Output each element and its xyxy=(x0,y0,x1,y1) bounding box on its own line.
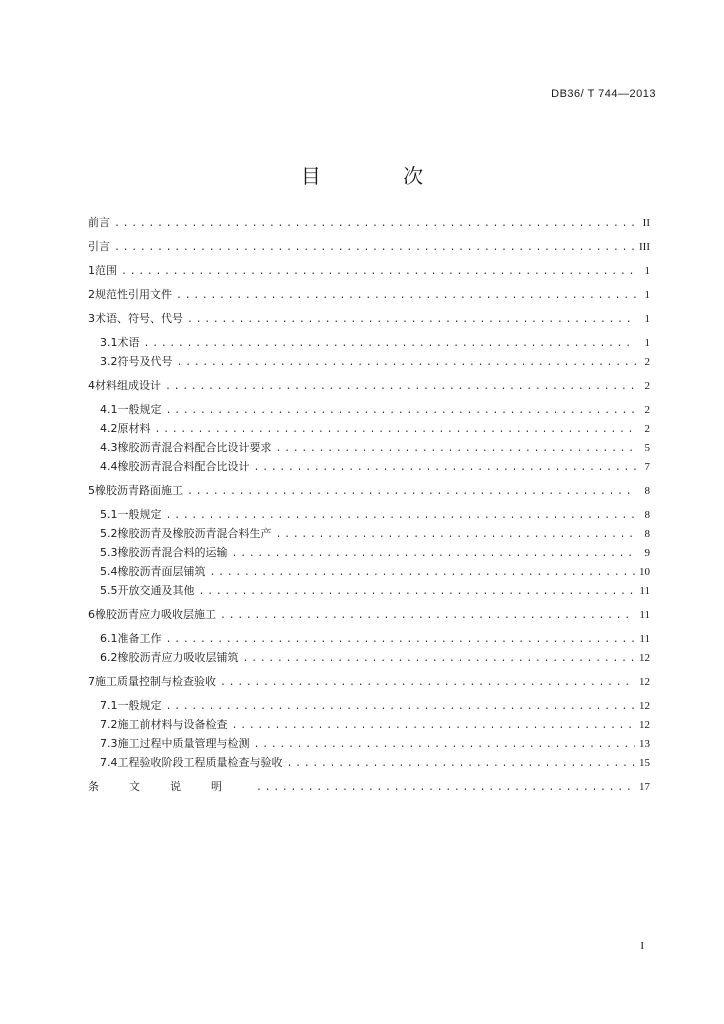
toc-entry-7[interactable] xyxy=(88,672,650,691)
toc-page: 8 xyxy=(644,509,650,521)
toc-entry-5-5[interactable] xyxy=(88,581,650,600)
toc-label: 范围 xyxy=(95,264,117,277)
toc-leader xyxy=(187,483,636,502)
toc-page: 12 xyxy=(639,719,650,731)
toc-page: 8 xyxy=(644,485,650,497)
toc-label: 材料组成设计 xyxy=(95,379,161,392)
toc-number: 3 xyxy=(88,312,95,325)
toc-leader xyxy=(166,402,637,421)
toc-page: 5 xyxy=(644,442,650,454)
toc-leader xyxy=(254,459,637,478)
toc-entry-2[interactable] xyxy=(88,285,650,304)
toc-page: 11 xyxy=(639,609,650,621)
toc-entry-explanation[interactable] xyxy=(88,777,650,796)
toc-number: 7.1 xyxy=(100,699,118,712)
toc-number: 5.5 xyxy=(100,584,118,597)
toc-number: 7.2 xyxy=(100,718,118,731)
toc-page: III xyxy=(639,241,650,253)
toc-number: 4.3 xyxy=(100,441,118,454)
toc-entry-7-2[interactable] xyxy=(88,715,650,734)
toc-page: 1 xyxy=(644,289,650,301)
toc-page: 12 xyxy=(639,676,650,688)
toc-number: 4.1 xyxy=(100,403,118,416)
toc-entry-5-2[interactable] xyxy=(88,524,650,543)
toc-entry-introduction[interactable] xyxy=(88,237,650,256)
toc-leader xyxy=(232,717,636,736)
toc-leader xyxy=(166,698,636,717)
toc-entry-3[interactable] xyxy=(88,309,650,328)
toc-leader xyxy=(287,755,636,774)
toc-label: 橡胶沥青混合料的运输 xyxy=(117,546,228,559)
page-title: 目 次 xyxy=(300,164,462,188)
toc-page: 17 xyxy=(639,781,650,793)
toc-page: 11 xyxy=(639,633,650,645)
toc-page: 8 xyxy=(644,528,650,540)
toc-label: 一般规定 xyxy=(117,403,162,416)
toc-leader xyxy=(144,335,637,354)
toc-label: 引言 xyxy=(88,240,110,253)
toc-label: 一般规定 xyxy=(117,699,162,712)
page-number: I xyxy=(640,940,644,952)
toc-label: 橡胶沥青应力吸收层铺筑 xyxy=(117,651,239,664)
toc-label: 橡胶沥青面层铺筑 xyxy=(117,565,206,578)
table-of-contents xyxy=(88,213,650,796)
toc-label: 前言 xyxy=(88,216,110,229)
toc-page: 13 xyxy=(639,738,650,750)
toc-label: 术语、符号、代号 xyxy=(95,312,183,325)
toc-leader xyxy=(210,564,636,583)
toc-label: 橡胶沥青应力吸收层施工 xyxy=(95,608,216,621)
toc-leader xyxy=(176,287,636,306)
toc-label: 施工质量控制与检查验收 xyxy=(95,675,216,688)
toc-number: 5.3 xyxy=(100,546,118,559)
toc-page: 1 xyxy=(644,337,650,349)
toc-leader xyxy=(243,650,636,669)
toc-entry-5-4[interactable] xyxy=(88,562,650,581)
toc-label: 橡胶沥青混合料配合比设计要求 xyxy=(117,441,272,454)
toc-leader xyxy=(276,440,637,459)
toc-number: 7.4 xyxy=(100,756,118,769)
toc-label: 准备工作 xyxy=(117,632,162,645)
toc-entry-5[interactable] xyxy=(88,481,650,500)
toc-label: 施工过程中质量管理与检测 xyxy=(117,737,250,750)
toc-entry-6[interactable] xyxy=(88,605,650,624)
toc-page: 2 xyxy=(644,356,650,368)
toc-label: 条文说明 xyxy=(88,780,252,793)
toc-number: 4.2 xyxy=(100,422,118,435)
toc-leader xyxy=(114,215,636,234)
toc-entry-4-3[interactable] xyxy=(88,438,650,457)
toc-number: 6 xyxy=(88,608,95,621)
toc-entry-4-2[interactable] xyxy=(88,419,650,438)
toc-leader xyxy=(121,263,636,282)
toc-label: 术语 xyxy=(117,336,140,349)
toc-page: 11 xyxy=(639,585,650,597)
standard-number: DB36/ T 744—2013 xyxy=(551,88,656,100)
toc-entry-4-4[interactable] xyxy=(88,457,650,476)
toc-number: 3.1 xyxy=(100,336,118,349)
toc-leader xyxy=(220,607,635,626)
toc-entry-6-2[interactable] xyxy=(88,648,650,667)
toc-entry-7-1[interactable] xyxy=(88,696,650,715)
toc-entry-5-3[interactable] xyxy=(88,543,650,562)
toc-page: 2 xyxy=(644,404,650,416)
toc-label: 工程验收阶段工程质量检查与验收 xyxy=(117,756,283,769)
toc-entry-3-2[interactable] xyxy=(88,352,650,371)
toc-page: 9 xyxy=(644,547,650,559)
toc-page: 2 xyxy=(644,423,650,435)
toc-page: 12 xyxy=(639,700,650,712)
toc-page: 12 xyxy=(639,652,650,664)
toc-label: 橡胶沥青混合料配合比设计 xyxy=(117,460,250,473)
toc-leader xyxy=(256,779,635,798)
toc-entry-1[interactable] xyxy=(88,261,650,280)
toc-number: 1 xyxy=(88,264,95,277)
toc-page: 1 xyxy=(644,265,650,277)
toc-leader xyxy=(276,526,637,545)
toc-leader xyxy=(199,583,636,602)
toc-page: 1 xyxy=(644,313,650,325)
toc-label: 施工前材料与设备检查 xyxy=(117,718,228,731)
toc-label: 橡胶沥青及橡胶沥青混合料生产 xyxy=(117,527,272,540)
toc-number: 6.1 xyxy=(100,632,118,645)
toc-number: 2 xyxy=(88,288,95,301)
toc-number: 6.2 xyxy=(100,651,118,664)
toc-number: 5.2 xyxy=(100,527,118,540)
toc-number: 5 xyxy=(88,484,95,497)
toc-leader xyxy=(254,736,636,755)
toc-leader xyxy=(187,311,636,330)
toc-entry-3-1[interactable] xyxy=(88,333,650,352)
toc-leader xyxy=(220,674,635,693)
toc-entry-4[interactable] xyxy=(88,376,650,395)
toc-number: 4.4 xyxy=(100,460,118,473)
toc-label: 原材料 xyxy=(117,422,151,435)
toc-leader xyxy=(232,545,637,564)
toc-entry-foreword[interactable] xyxy=(88,213,650,232)
toc-entry-4-1[interactable] xyxy=(88,400,650,419)
toc-page: II xyxy=(642,217,650,229)
toc-entry-5-1[interactable] xyxy=(88,505,650,524)
toc-label: 橡胶沥青路面施工 xyxy=(95,484,183,497)
toc-number: 5.1 xyxy=(100,508,118,521)
toc-leader xyxy=(165,378,636,397)
toc-page: 7 xyxy=(644,461,650,473)
toc-label: 符号及代号 xyxy=(117,355,173,368)
toc-label: 规范性引用文件 xyxy=(95,288,172,301)
toc-entry-7-3[interactable] xyxy=(88,734,650,753)
toc-page: 2 xyxy=(644,380,650,392)
toc-entry-7-4[interactable] xyxy=(88,753,650,772)
toc-leader xyxy=(177,354,637,373)
toc-number: 4 xyxy=(88,379,95,392)
toc-number: 3.2 xyxy=(100,355,118,368)
toc-leader xyxy=(114,239,635,258)
toc-label: 一般规定 xyxy=(117,508,162,521)
toc-label: 开放交通及其他 xyxy=(117,584,195,597)
toc-page: 15 xyxy=(639,757,650,769)
toc-number: 5.4 xyxy=(100,565,118,578)
toc-page: 10 xyxy=(639,566,650,578)
toc-entry-6-1[interactable] xyxy=(88,629,650,648)
toc-number: 7 xyxy=(88,675,95,688)
toc-number: 7.3 xyxy=(100,737,118,750)
